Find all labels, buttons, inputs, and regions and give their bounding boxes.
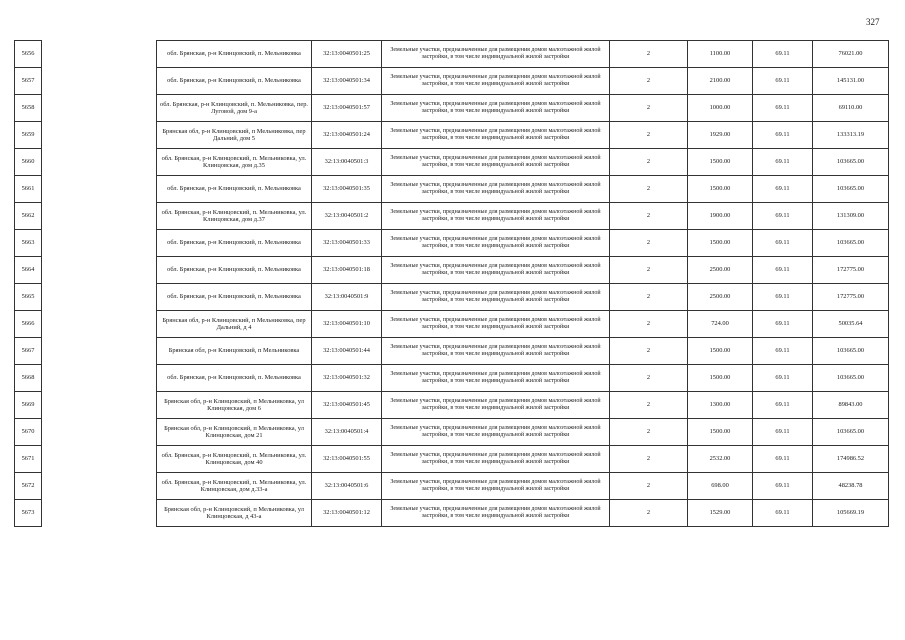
empty-cell: [42, 284, 157, 311]
table-row: [15, 68, 889, 95]
empty-cell: [42, 338, 157, 365]
cadastral-value-cell: 103665.00: [813, 176, 889, 203]
address-cell: обл. Брянская, р-н Клинцовский, п. Мельниковка: [157, 176, 312, 203]
cadastral-number-cell: 32:13:0040501:34: [312, 68, 382, 95]
cadastral-value-cell: 105669.19: [813, 500, 889, 527]
group-cell: 2: [610, 230, 688, 257]
empty-cell: [42, 122, 157, 149]
table-row: [15, 149, 889, 176]
group-cell: 2: [610, 203, 688, 230]
cadastral-number-cell: 32:13:0040501:35: [312, 176, 382, 203]
area-cell: 1000.00: [688, 95, 753, 122]
table-row: [15, 257, 889, 284]
area-cell: 1500.00: [688, 230, 753, 257]
table-row: [15, 230, 889, 257]
empty-cell: [42, 500, 157, 527]
rate-cell: 69.11: [753, 203, 813, 230]
row-number-cell: 5672: [15, 473, 42, 500]
area-cell: 2500.00: [688, 257, 753, 284]
rate-cell: 69.11: [753, 122, 813, 149]
rate-cell: 69.11: [753, 311, 813, 338]
cadastral-number-cell: 32:13:0040501:33: [312, 230, 382, 257]
rate-cell: 69.11: [753, 419, 813, 446]
rate-cell: 69.11: [753, 392, 813, 419]
land-use-cell: Земельные участки, предназначенные для размещения домов малоэтажной жилой застройки, в том числе индивидуальной жилой застройки: [382, 500, 610, 527]
land-use-cell: Земельные участки, предназначенные для размещения домов малоэтажной жилой застройки, в том числе индивидуальной жилой застройки: [382, 365, 610, 392]
land-use-cell: Земельные участки, предназначенные для размещения домов малоэтажной жилой застройки, в том числе индивидуальной жилой застройки: [382, 41, 610, 68]
cadastral-value-cell: 172775.00: [813, 284, 889, 311]
land-use-cell: Земельные участки, предназначенные для размещения домов малоэтажной жилой застройки, в том числе индивидуальной жилой застройки: [382, 176, 610, 203]
empty-cell: [42, 230, 157, 257]
area-cell: 1500.00: [688, 149, 753, 176]
area-cell: 1529.00: [688, 500, 753, 527]
group-cell: 2: [610, 95, 688, 122]
rate-cell: 69.11: [753, 230, 813, 257]
empty-cell: [42, 392, 157, 419]
table-row: [15, 311, 889, 338]
cadastral-number-cell: 32:13:0040501:4: [312, 419, 382, 446]
table-row: [15, 500, 889, 527]
group-cell: 2: [610, 122, 688, 149]
area-cell: 2500.00: [688, 284, 753, 311]
rate-cell: 69.11: [753, 446, 813, 473]
cadastral-value-cell: 131309.00: [813, 203, 889, 230]
address-cell: обл. Брянская, р-н Клинцовский, п. Мельниковка: [157, 365, 312, 392]
table-row: [15, 95, 889, 122]
row-number-cell: 5670: [15, 419, 42, 446]
cadastral-value-cell: 103665.00: [813, 365, 889, 392]
table-row: [15, 473, 889, 500]
group-cell: 2: [610, 473, 688, 500]
row-number-cell: 5659: [15, 122, 42, 149]
row-number-cell: 5660: [15, 149, 42, 176]
cadastral-value-cell: 174986.52: [813, 446, 889, 473]
empty-cell: [42, 419, 157, 446]
land-use-cell: Земельные участки, предназначенные для размещения домов малоэтажной жилой застройки, в том числе индивидуальной жилой застройки: [382, 95, 610, 122]
table-body: [15, 41, 889, 527]
cadastral-value-cell: 69110.00: [813, 95, 889, 122]
address-cell: обл. Брянская, р-н Клинцовский, п. Мельниковка, ул. Клинцовская, дом д.35: [157, 149, 312, 176]
rate-cell: 69.11: [753, 365, 813, 392]
land-use-cell: Земельные участки, предназначенные для размещения домов малоэтажной жилой застройки, в том числе индивидуальной жилой застройки: [382, 419, 610, 446]
empty-cell: [42, 257, 157, 284]
empty-cell: [42, 311, 157, 338]
row-number-cell: 5669: [15, 392, 42, 419]
cadastral-number-cell: 32:13:0040501:24: [312, 122, 382, 149]
land-use-cell: Земельные участки, предназначенные для размещения домов малоэтажной жилой застройки, в том числе индивидуальной жилой застройки: [382, 257, 610, 284]
area-cell: 1929.00: [688, 122, 753, 149]
group-cell: 2: [610, 446, 688, 473]
address-cell: Брянская обл, р-н Клинцовский, п Мельниковка, пер Дальний, дом 5: [157, 122, 312, 149]
cadastral-number-cell: 32:13:0040501:55: [312, 446, 382, 473]
group-cell: 2: [610, 392, 688, 419]
empty-cell: [42, 68, 157, 95]
empty-cell: [42, 176, 157, 203]
group-cell: 2: [610, 338, 688, 365]
land-use-cell: Земельные участки, предназначенные для размещения домов малоэтажной жилой застройки, в том числе индивидуальной жилой застройки: [382, 122, 610, 149]
address-cell: обл. Брянская, р-н Клинцовский, п. Мельниковка: [157, 41, 312, 68]
cadastral-number-cell: 32:13:0040501:25: [312, 41, 382, 68]
empty-cell: [42, 95, 157, 122]
cadastral-number-cell: 32:13:0040501:57: [312, 95, 382, 122]
land-use-cell: Земельные участки, предназначенные для размещения домов малоэтажной жилой застройки, в том числе индивидуальной жилой застройки: [382, 203, 610, 230]
rate-cell: 69.11: [753, 473, 813, 500]
land-use-cell: Земельные участки, предназначенные для размещения домов малоэтажной жилой застройки, в том числе индивидуальной жилой застройки: [382, 392, 610, 419]
row-number-cell: 5656: [15, 41, 42, 68]
group-cell: 2: [610, 500, 688, 527]
row-number-cell: 5662: [15, 203, 42, 230]
area-cell: 2532.00: [688, 446, 753, 473]
group-cell: 2: [610, 41, 688, 68]
row-number-cell: 5666: [15, 311, 42, 338]
land-use-cell: Земельные участки, предназначенные для размещения домов малоэтажной жилой застройки, в том числе индивидуальной жилой застройки: [382, 311, 610, 338]
rate-cell: 69.11: [753, 95, 813, 122]
area-cell: 724.00: [688, 311, 753, 338]
table-row: [15, 365, 889, 392]
group-cell: 2: [610, 419, 688, 446]
cadastral-value-cell: 103665.00: [813, 230, 889, 257]
cadastral-number-cell: 32:13:0040501:2: [312, 203, 382, 230]
address-cell: Брянская обл, р-н Клинцовский, п Мельниковка: [157, 338, 312, 365]
cadastral-number-cell: 32:13:0040501:44: [312, 338, 382, 365]
cadastral-value-cell: 103665.00: [813, 419, 889, 446]
address-cell: обл. Брянская, р-н Клинцовский, п. Мельниковка, ул. Клинцовская, дом 40: [157, 446, 312, 473]
cadastral-number-cell: 32:13:0040501:12: [312, 500, 382, 527]
area-cell: 1500.00: [688, 365, 753, 392]
rate-cell: 69.11: [753, 41, 813, 68]
empty-cell: [42, 446, 157, 473]
rate-cell: 69.11: [753, 500, 813, 527]
cadastral-number-cell: 32:13:0040501:10: [312, 311, 382, 338]
rate-cell: 69.11: [753, 68, 813, 95]
address-cell: обл. Брянская, р-н Клинцовский, п. Мельниковка, ул. Клинцовская, дом д.33-а: [157, 473, 312, 500]
table-row: [15, 419, 889, 446]
address-cell: обл. Брянская, р-н Клинцовский, п. Мельниковка: [157, 284, 312, 311]
row-number-cell: 5657: [15, 68, 42, 95]
row-number-cell: 5673: [15, 500, 42, 527]
cadastral-value-cell: 103665.00: [813, 338, 889, 365]
table-row: [15, 446, 889, 473]
group-cell: 2: [610, 284, 688, 311]
cadastral-number-cell: 32:13:0040501:32: [312, 365, 382, 392]
table-row: [15, 338, 889, 365]
cadastral-number-cell: 32:13:0040501:3: [312, 149, 382, 176]
rate-cell: 69.11: [753, 338, 813, 365]
rate-cell: 69.11: [753, 149, 813, 176]
land-use-cell: Земельные участки, предназначенные для размещения домов малоэтажной жилой застройки, в том числе индивидуальной жилой застройки: [382, 230, 610, 257]
row-number-cell: 5664: [15, 257, 42, 284]
area-cell: 1500.00: [688, 176, 753, 203]
address-cell: обл. Брянская, р-н Клинцовский, п. Мельниковка: [157, 257, 312, 284]
group-cell: 2: [610, 257, 688, 284]
land-registry-table: [14, 40, 889, 527]
cadastral-number-cell: 32:13:0040501:9: [312, 284, 382, 311]
cadastral-number-cell: 32:13:0040501:45: [312, 392, 382, 419]
row-number-cell: 5661: [15, 176, 42, 203]
group-cell: 2: [610, 365, 688, 392]
empty-cell: [42, 41, 157, 68]
empty-cell: [42, 365, 157, 392]
row-number-cell: 5667: [15, 338, 42, 365]
land-use-cell: Земельные участки, предназначенные для размещения домов малоэтажной жилой застройки, в том числе индивидуальной жилой застройки: [382, 473, 610, 500]
land-use-cell: Земельные участки, предназначенные для размещения домов малоэтажной жилой застройки, в том числе индивидуальной жилой застройки: [382, 338, 610, 365]
table-row: [15, 176, 889, 203]
land-use-cell: Земельные участки, предназначенные для размещения домов малоэтажной жилой застройки, в том числе индивидуальной жилой застройки: [382, 68, 610, 95]
area-cell: 2100.00: [688, 68, 753, 95]
empty-cell: [42, 203, 157, 230]
group-cell: 2: [610, 68, 688, 95]
cadastral-number-cell: 32:13:0040501:6: [312, 473, 382, 500]
area-cell: 698.00: [688, 473, 753, 500]
address-cell: обл. Брянская, р-н Клинцовский, п. Мельниковка: [157, 230, 312, 257]
table-row: [15, 122, 889, 149]
row-number-cell: 5668: [15, 365, 42, 392]
page-number: 327: [866, 17, 880, 27]
cadastral-value-cell: 76021.00: [813, 41, 889, 68]
land-use-cell: Земельные участки, предназначенные для размещения домов малоэтажной жилой застройки, в том числе индивидуальной жилой застройки: [382, 149, 610, 176]
rate-cell: 69.11: [753, 284, 813, 311]
rate-cell: 69.11: [753, 176, 813, 203]
address-cell: обл. Брянская, р-н Клинцовский, п. Мельниковка, ул. Клинцовская, дом д.37: [157, 203, 312, 230]
table-row: [15, 284, 889, 311]
table-row: [15, 41, 889, 68]
cadastral-value-cell: 145131.00: [813, 68, 889, 95]
row-number-cell: 5665: [15, 284, 42, 311]
cadastral-value-cell: 50035.64: [813, 311, 889, 338]
empty-cell: [42, 473, 157, 500]
address-cell: обл. Брянская, р-н Клинцовский, п. Мельниковка: [157, 68, 312, 95]
table-row: [15, 392, 889, 419]
area-cell: 1100.00: [688, 41, 753, 68]
cadastral-value-cell: 48238.78: [813, 473, 889, 500]
address-cell: Брянская обл, р-н Клинцовский, п Мельниковка, ул Клинцовская, дом 6: [157, 392, 312, 419]
cadastral-value-cell: 89843.00: [813, 392, 889, 419]
group-cell: 2: [610, 176, 688, 203]
address-cell: Брянская обл, р-н Клинцовский, п Мельниковка, пер Дальний, д 4: [157, 311, 312, 338]
empty-cell: [42, 149, 157, 176]
cadastral-value-cell: 133313.19: [813, 122, 889, 149]
area-cell: 1500.00: [688, 338, 753, 365]
row-number-cell: 5663: [15, 230, 42, 257]
land-use-cell: Земельные участки, предназначенные для размещения домов малоэтажной жилой застройки, в том числе индивидуальной жилой застройки: [382, 446, 610, 473]
row-number-cell: 5671: [15, 446, 42, 473]
area-cell: 1900.00: [688, 203, 753, 230]
cadastral-value-cell: 103665.00: [813, 149, 889, 176]
area-cell: 1500.00: [688, 419, 753, 446]
rate-cell: 69.11: [753, 257, 813, 284]
group-cell: 2: [610, 149, 688, 176]
cadastral-value-cell: 172775.00: [813, 257, 889, 284]
group-cell: 2: [610, 311, 688, 338]
address-cell: обл. Брянская, р-н Клинцовский, п. Мельниковка, пер. Луговой, дом 9-а: [157, 95, 312, 122]
address-cell: Брянская обл, р-н Клинцовский, п Мельниковка, ул Клинцовская, д 43-а: [157, 500, 312, 527]
cadastral-number-cell: 32:13:0040501:18: [312, 257, 382, 284]
area-cell: 1300.00: [688, 392, 753, 419]
address-cell: Брянская обл, р-н Клинцовский, п Мельниковка, ул Клинцовская, дом 21: [157, 419, 312, 446]
table-row: [15, 203, 889, 230]
row-number-cell: 5658: [15, 95, 42, 122]
land-use-cell: Земельные участки, предназначенные для размещения домов малоэтажной жилой застройки, в том числе индивидуальной жилой застройки: [382, 284, 610, 311]
